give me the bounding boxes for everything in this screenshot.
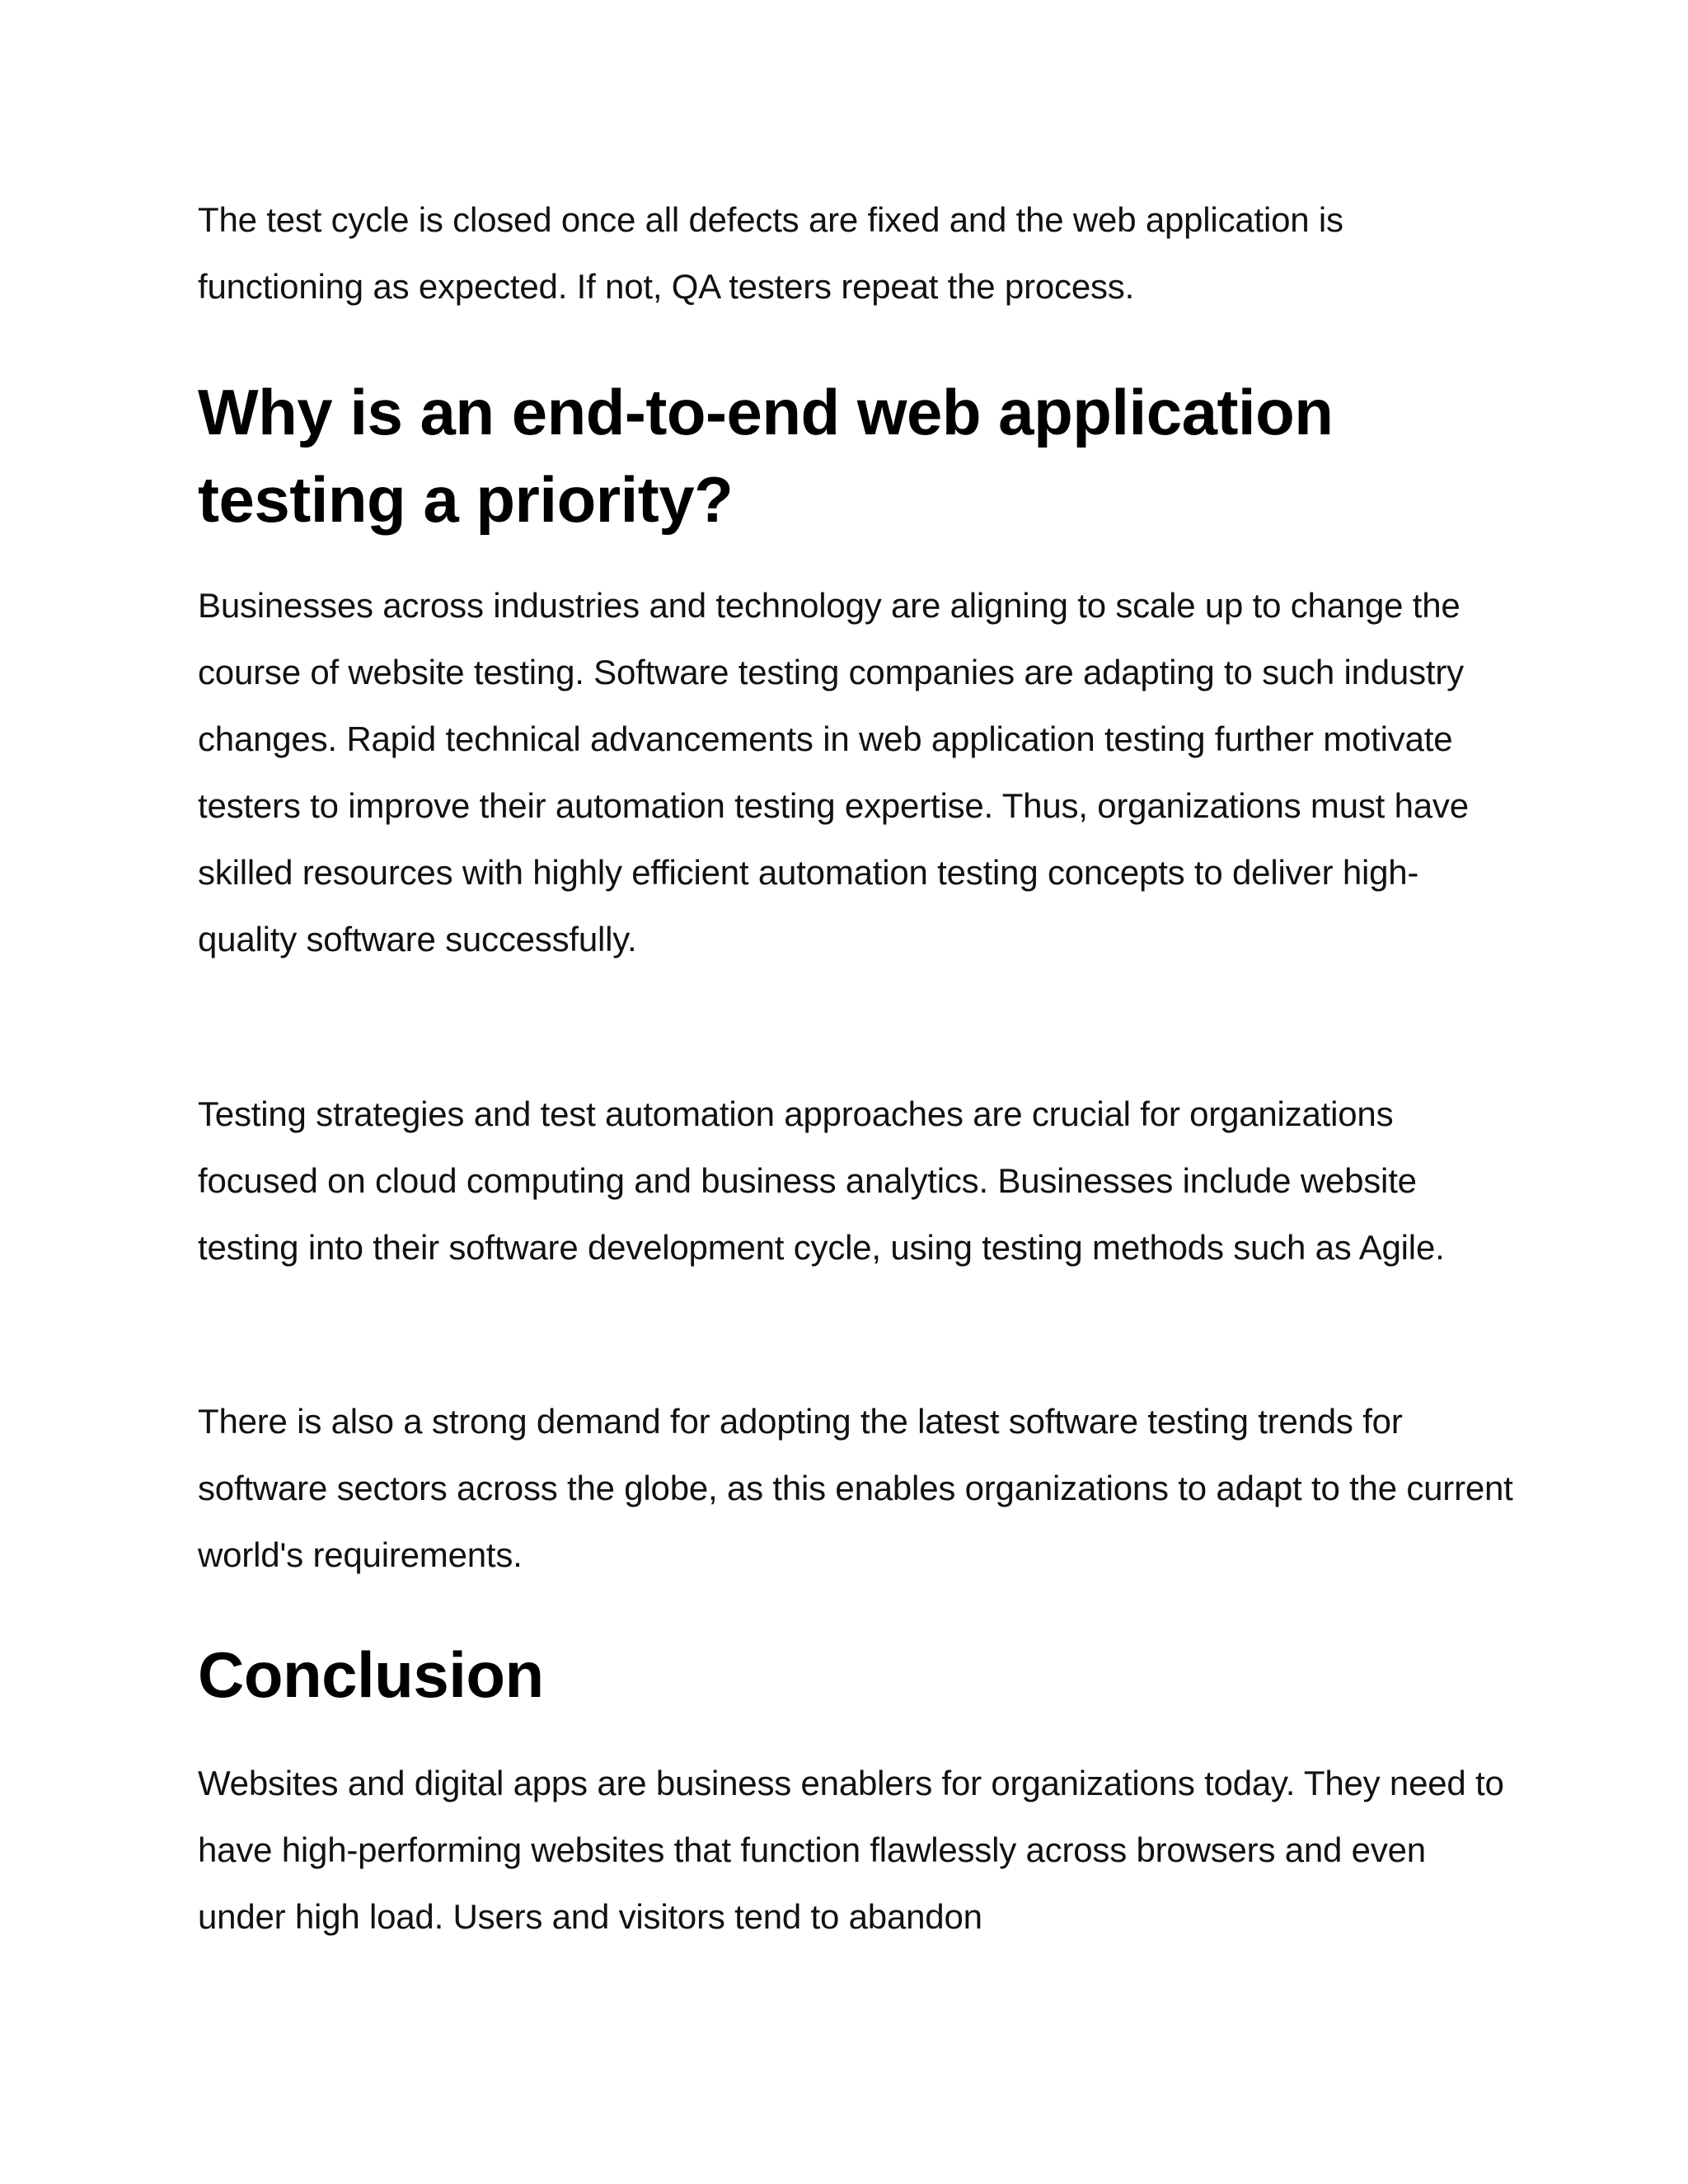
priority-paragraph-2: Testing strategies and test automation approaches are crucial for organizations focused on cloud computing and business analytics. Businesses include website testing into their software development cycle, using testing methods such as Agile. [198,1094,1445,1267]
section-heading-conclusion: Conclusion [198,1638,544,1711]
intro-paragraph: The test cycle is closed once all defects are fixed and the web application is functioning as expected. If not, QA testers repeat the process. [198,200,1343,306]
conclusion-paragraph-1: Websites and digital apps are business enablers for organizations today. They need to have high-performing websites that function flawlessly across browsers and even under high load. Users and visitors tend to abandon [198,1764,1504,1936]
priority-paragraph-3: There is also a strong demand for adopting the latest software testing trends for software sectors across the globe, as this enables organizations to adapt to the current world's requirements. [198,1402,1513,1574]
priority-paragraph-1: Businesses across industries and technology are aligning to scale up to change the course of website testing. Software testing companies are adapting to such industry changes. Rapid technical advancements in web application testing further motivate testers to improve their automation testing expertise. Thus, organizations must have skilled resources with highly efficient automation testing concepts to deliver high-quality software successfully. [198,586,1469,958]
section-heading-priority: Why is an end-to-end web application testing a priority? [198,376,1334,536]
